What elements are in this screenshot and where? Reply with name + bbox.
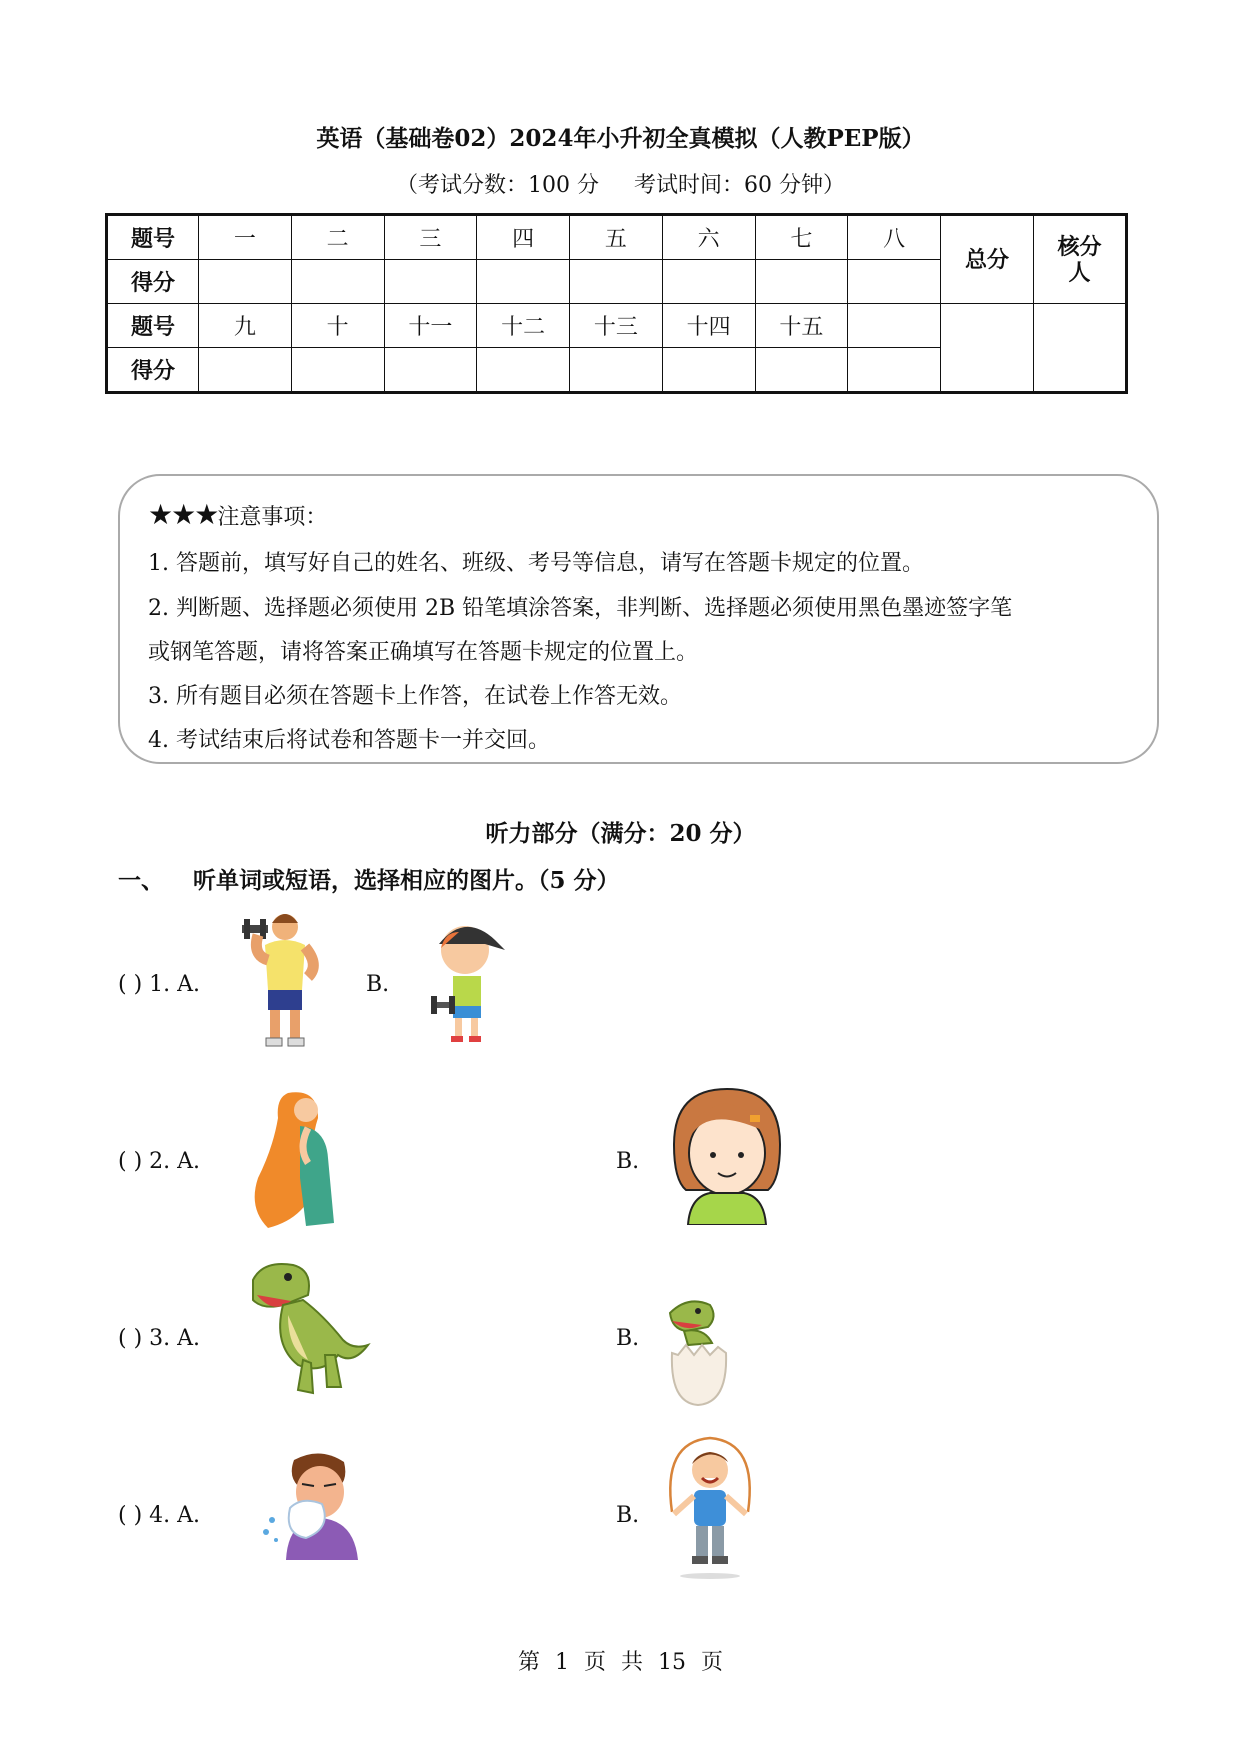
score-cell[interactable] <box>848 260 941 304</box>
question-label: 题号 <box>107 215 199 260</box>
muscle-man-lifting-icon <box>240 905 330 1050</box>
question-number: 十四 <box>662 304 755 348</box>
score-cell[interactable] <box>755 348 848 393</box>
score-cell[interactable] <box>570 348 663 393</box>
question-number: 六 <box>662 215 755 260</box>
option-b-label: B. <box>616 1326 640 1351</box>
score-cell[interactable] <box>199 260 292 304</box>
instruction-text: 听单词或短语，选择相应的图片。（5 分） <box>193 867 620 894</box>
option-b-label: B. <box>366 972 390 997</box>
question-number: 七 <box>755 215 848 260</box>
exam-info <box>0 168 1241 199</box>
star-icon: ★★★ <box>148 498 218 531</box>
question-number: 一、 <box>118 867 164 894</box>
total-pages-number: 15 <box>658 1650 687 1675</box>
total-score-cell[interactable] <box>941 304 1034 393</box>
notice-heading <box>148 498 327 531</box>
question-number: 四 <box>477 215 570 260</box>
page-footer <box>0 1645 1241 1676</box>
option-b-label: B. <box>616 1503 640 1528</box>
section-title: 听力部分（满分：20 分） <box>485 820 756 847</box>
notice-title: 注意事项： <box>217 505 328 530</box>
notice-line: 2. 判断题、选择题必须使用 2B 铅笔填涂答案，非判断、选择题必须使用黑色墨迹签字笔 <box>148 596 1013 621</box>
score-label: 得分 <box>107 260 199 304</box>
question-item-1: ( ) 1. A. <box>118 972 201 997</box>
current-page-number: 1 <box>554 1650 569 1675</box>
score-cell[interactable] <box>477 348 570 393</box>
score-cell[interactable] <box>477 260 570 304</box>
checker-cell[interactable] <box>1034 304 1127 393</box>
short-hair-girl-icon <box>668 1085 786 1225</box>
question-item-3: ( ) 3. A. <box>118 1326 201 1351</box>
question-number: 八 <box>848 215 941 260</box>
question-item-4: ( ) 4. A. <box>118 1503 201 1528</box>
notice-line: 3. 所有题目必须在答题卡上作答，在试卷上作答无效。 <box>148 684 682 709</box>
footer-text: 共 <box>621 1650 644 1675</box>
checker-label <box>1034 215 1127 304</box>
score-cell[interactable] <box>755 260 848 304</box>
time-info: 考试时间：60 分钟） <box>634 173 845 198</box>
question-number: 十 <box>291 304 384 348</box>
question-number: 一 <box>199 215 292 260</box>
checker-label-line1: 核分 <box>1057 233 1102 260</box>
score-cell[interactable] <box>384 260 477 304</box>
option-b-label: B. <box>616 1149 640 1174</box>
score-cell[interactable] <box>384 348 477 393</box>
question-number: 十一 <box>384 304 477 348</box>
question-item-2: ( ) 2. A. <box>118 1149 201 1174</box>
question-number: 三 <box>384 215 477 260</box>
score-cell[interactable] <box>291 348 384 393</box>
footer-text: 第 <box>517 1650 540 1675</box>
boy-lifting-dumbbell-icon <box>425 920 510 1045</box>
score-cell[interactable] <box>662 348 755 393</box>
checker-label-line2: 人 <box>1068 259 1091 286</box>
notice-line: 4. 考试结束后将试卷和答题卡一并交回。 <box>148 728 550 753</box>
score-cell[interactable] <box>662 260 755 304</box>
question-number: 十二 <box>477 304 570 348</box>
score-cell[interactable] <box>199 348 292 393</box>
score-info: （考试分数：100 分 <box>396 173 599 198</box>
question-number: 二 <box>291 215 384 260</box>
score-table <box>105 213 1128 394</box>
question-number: 十三 <box>570 304 663 348</box>
question-number: 五 <box>570 215 663 260</box>
long-hair-woman-icon <box>248 1088 358 1233</box>
score-cell[interactable] <box>848 348 941 393</box>
boy-jumping-rope-icon <box>652 1432 767 1582</box>
question-number: 九 <box>199 304 292 348</box>
dinosaur-icon <box>243 1255 373 1400</box>
total-score-label: 总分 <box>941 215 1034 304</box>
baby-dinosaur-egg-icon <box>658 1293 738 1408</box>
footer-text: 页 <box>701 1650 724 1675</box>
question-number: 十五 <box>755 304 848 348</box>
footer-text: 页 <box>583 1650 606 1675</box>
score-cell[interactable] <box>570 260 663 304</box>
empty-cell <box>848 304 941 348</box>
man-sneezing-icon <box>262 1448 367 1560</box>
score-label: 得分 <box>107 348 199 393</box>
notice-box <box>118 474 1159 764</box>
notice-line: 1. 答题前，填写好自己的姓名、班级、考号等信息，请写在答题卡规定的位置。 <box>148 551 924 576</box>
score-cell[interactable] <box>291 260 384 304</box>
notice-line: 或钢笔答题，请将答案正确填写在答题卡规定的位置上。 <box>148 640 699 665</box>
question-instruction <box>118 862 620 895</box>
question-label: 题号 <box>107 304 199 348</box>
page-title: 英语（基础卷02）2024年小升初全真模拟（人教PEP版） <box>316 125 925 152</box>
